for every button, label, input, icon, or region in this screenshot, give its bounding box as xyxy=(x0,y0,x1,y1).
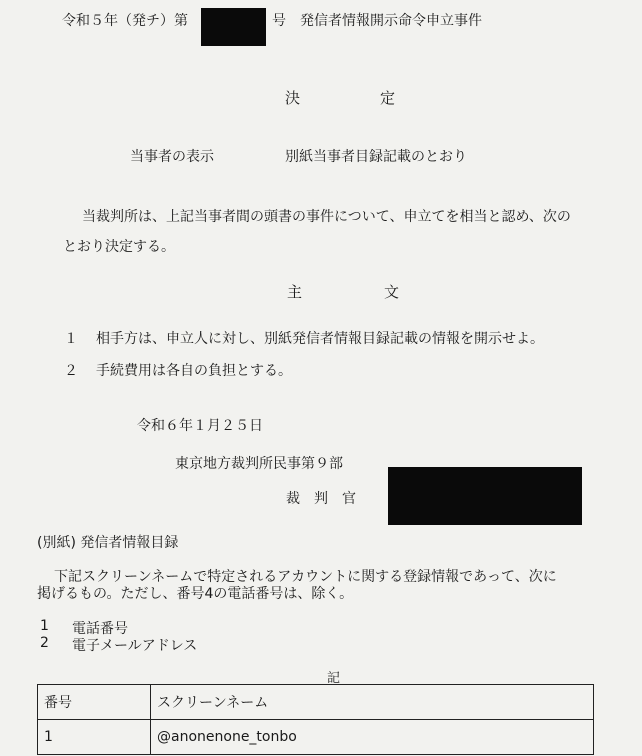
decision-heading-char2: 定 xyxy=(380,89,396,107)
redacted-judge-name xyxy=(388,467,582,525)
table-header-row xyxy=(38,685,594,720)
parties-value: 別紙当事者目録記載のとおり xyxy=(285,149,467,165)
appendix-title: (別紙) 発信者情報目録 xyxy=(37,535,179,551)
preamble-line1: 当裁判所は、上記当事者間の頭書の事件について、申立てを相当と認め、次の xyxy=(82,209,571,225)
screen-name-table xyxy=(37,684,594,755)
appendix-intro-line1: 下記スクリーンネームで特定されるアカウントに関する登録情報であって、次に xyxy=(54,569,557,585)
case-number-suffix: 号 xyxy=(272,13,286,29)
order-number: １ xyxy=(64,331,78,347)
court-name: 東京地方裁判所民事第９部 xyxy=(175,456,343,472)
decision-heading-char1: 決 xyxy=(285,89,301,107)
column-header-number: 番号 xyxy=(38,685,151,720)
appendix-item-number: 2 xyxy=(40,635,49,651)
order-text: 手続費用は各自の負担とする。 xyxy=(96,363,292,379)
table-cell-screen-name: @anonenone_tonbo xyxy=(151,720,594,755)
case-title: 発信者情報開示命令申立事件 xyxy=(300,13,482,29)
appendix-item-text: 電子メールアドレス xyxy=(72,638,198,654)
order-text: 相手方は、申立人に対し、別紙発信者情報目録記載の情報を開示せよ。 xyxy=(96,331,544,347)
main-text-heading-char2: 文 xyxy=(384,283,400,301)
parties-label: 当事者の表示 xyxy=(130,149,214,165)
preamble-line2: とおり決定する。 xyxy=(63,239,175,255)
appendix-item-text: 電話番号 xyxy=(72,621,128,637)
judge-label: 裁 判 官 xyxy=(286,491,356,507)
redacted-case-number xyxy=(201,8,266,46)
note-heading: 記 xyxy=(327,671,341,686)
case-number-prefix: 令和５年（発チ）第 xyxy=(62,13,188,29)
decision-date: 令和６年１月２５日 xyxy=(137,418,263,434)
main-text-heading-char1: 主 xyxy=(287,283,303,301)
table-row xyxy=(38,720,594,755)
table-cell-number: 1 xyxy=(38,720,151,755)
appendix-item-number: 1 xyxy=(40,618,49,634)
column-header-screen-name: スクリーンネーム xyxy=(151,685,594,720)
order-number: ２ xyxy=(64,363,78,379)
appendix-intro-line2: 掲げるもの。ただし、番号4の電話番号は、除く。 xyxy=(37,586,354,602)
